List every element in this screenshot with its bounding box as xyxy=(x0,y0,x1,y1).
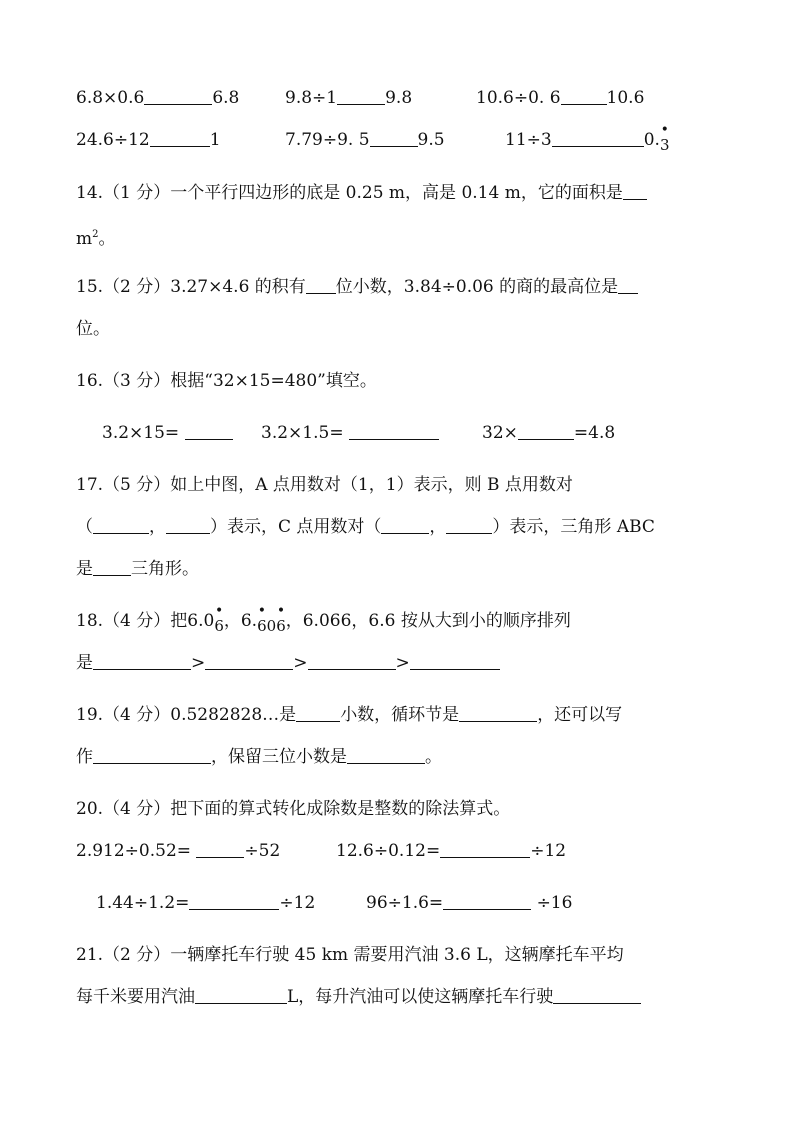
question-15-line-2 xyxy=(76,318,110,340)
greater-than: > xyxy=(191,653,206,673)
expr-2: 9.8÷1 xyxy=(285,88,338,108)
value-5: 9.5 xyxy=(417,130,445,150)
compare-row-2 xyxy=(76,129,221,151)
question-text: ）表示，三角形 ABC xyxy=(492,517,655,537)
question-18-line-2 xyxy=(76,652,500,674)
question-20-item-b xyxy=(336,840,566,862)
repeat-dot-icon: • xyxy=(257,603,266,619)
question-21 xyxy=(76,944,624,966)
question-text: 是 xyxy=(76,559,93,579)
question-text: 是 xyxy=(76,653,93,673)
answer-blank[interactable] xyxy=(446,517,492,534)
expr: 2.912÷0.52= xyxy=(76,841,192,861)
question-21-line-2 xyxy=(76,986,641,1008)
expr-4: 24.6÷12 xyxy=(76,130,150,150)
answer-blank[interactable] xyxy=(296,705,340,722)
answer-blank[interactable] xyxy=(370,130,418,147)
expr: 96÷1.6= xyxy=(366,893,444,913)
number: 0 xyxy=(266,617,277,635)
question-text: ，还可以写 xyxy=(537,705,623,725)
number: 6.0 xyxy=(187,611,215,631)
question-16-item-c xyxy=(482,422,615,444)
compare-row-2-c xyxy=(505,122,670,156)
question-text: ，保留三位小数是 xyxy=(211,747,347,767)
answer-blank[interactable] xyxy=(459,705,537,722)
question-20-item-c xyxy=(96,892,315,914)
answer-blank[interactable] xyxy=(205,653,293,670)
compare-row-1-b xyxy=(285,87,412,109)
repeat-dot-icon: • xyxy=(660,122,669,138)
answer-blank[interactable] xyxy=(185,423,233,440)
answer-blank[interactable] xyxy=(308,653,396,670)
repeating-digit: • 6 xyxy=(214,603,224,635)
question-text: 14.（1 分）一个平行四边形的底是 0.25 m，高是 0.14 m，它的面积是 xyxy=(76,183,623,203)
question-14-line-2 xyxy=(76,224,116,250)
answer-blank[interactable] xyxy=(166,517,210,534)
question-text: L，每升汽油可以使这辆摩托车行驶 xyxy=(287,987,554,1007)
answer-blank[interactable] xyxy=(440,841,530,858)
question-18 xyxy=(76,603,571,637)
repeating-digit: • 6 xyxy=(257,603,267,635)
question-14 xyxy=(76,182,647,204)
answer-blank[interactable] xyxy=(144,88,212,105)
question-17 xyxy=(76,474,573,496)
expr-5: 7.79÷9. 5 xyxy=(285,130,370,150)
repeat-dot-icon: • xyxy=(214,603,224,619)
question-20-item-d xyxy=(366,892,572,914)
value-4: 1 xyxy=(209,130,221,150)
repeating-digit: • 6 xyxy=(276,603,286,635)
unit-superscript: 2 xyxy=(92,229,99,240)
question-text: 16.（3 分）根据“32×15=480”填空。 xyxy=(76,371,377,391)
answer-blank[interactable] xyxy=(150,130,210,147)
repeating-digit: • 3 xyxy=(659,122,670,154)
expr: 3.2×15= xyxy=(102,423,180,443)
question-text: 20.（4 分）把下面的算式转化成除数是整数的除法算式。 xyxy=(76,799,511,819)
question-text: 21.（2 分）一辆摩托车行驶 45 km 需要用汽油 3.6 L，这辆摩托车平均 xyxy=(76,945,624,965)
expr: 32× xyxy=(482,423,518,443)
question-text: 位。 xyxy=(76,319,110,339)
answer-blank[interactable] xyxy=(337,88,385,105)
number: 6. xyxy=(240,611,258,631)
bracket: （ xyxy=(76,517,93,537)
expr-3: 10.6÷0. 6 xyxy=(476,88,561,108)
value-6-int: 0. xyxy=(643,130,660,150)
question-16 xyxy=(76,370,377,392)
question-text: 三角形。 xyxy=(131,559,199,579)
question-17-line-3 xyxy=(76,558,199,580)
question-text: 。 xyxy=(425,747,442,767)
punctuation: 。 xyxy=(98,229,116,249)
question-15 xyxy=(76,276,638,298)
question-text: 15.（2 分）3.27×4.6 的积有 xyxy=(76,277,306,297)
answer-blank[interactable] xyxy=(518,423,574,440)
question-16-item-b xyxy=(261,422,439,444)
answer-blank[interactable] xyxy=(93,747,211,764)
value-1: 6.8 xyxy=(212,88,240,108)
comma: ， xyxy=(429,517,447,537)
answer-blank[interactable] xyxy=(561,88,607,105)
value-3: 10.6 xyxy=(606,88,645,108)
answer-blank[interactable] xyxy=(381,517,429,534)
expr: ÷12 xyxy=(279,893,316,913)
question-text: 17.（5 分）如上中图，A 点用数对（1，1）表示，则 B 点用数对 xyxy=(76,475,573,495)
answer-blank[interactable] xyxy=(553,987,641,1004)
question-text: 小数，循环节是 xyxy=(340,705,460,725)
greater-than: > xyxy=(395,653,410,673)
expr-6: 11÷3 xyxy=(505,130,552,150)
question-19 xyxy=(76,704,622,726)
question-20-item-a xyxy=(76,840,280,862)
answer-blank[interactable] xyxy=(306,277,336,294)
answer-blank[interactable] xyxy=(623,183,647,200)
expr-1: 6.8×0.6 xyxy=(76,88,145,108)
question-text: 位小数，3.84÷0.06 的商的最高位是 xyxy=(335,277,619,297)
compare-row-1 xyxy=(76,87,239,109)
question-16-items xyxy=(102,422,233,444)
answer-blank[interactable] xyxy=(347,747,425,764)
expr: ÷12 xyxy=(530,841,567,861)
compare-row-2-b xyxy=(285,129,445,151)
question-text: 19.（4 分）0.5282828…是 xyxy=(76,705,297,725)
expr: =4.8 xyxy=(573,423,616,443)
compare-row-1-c xyxy=(476,87,644,109)
answer-blank[interactable] xyxy=(196,841,244,858)
expr: 12.6÷0.12= xyxy=(336,841,441,861)
answer-blank[interactable] xyxy=(618,277,638,294)
greater-than: > xyxy=(293,653,308,673)
question-19-line-2 xyxy=(76,746,442,768)
question-text: 18.（4 分）把 xyxy=(76,611,188,631)
answer-blank[interactable] xyxy=(93,559,131,576)
expr: ÷52 xyxy=(244,841,281,861)
answer-blank[interactable] xyxy=(349,423,439,440)
value-2: 9.8 xyxy=(385,88,413,108)
expr: 1.44÷1.2= xyxy=(96,893,190,913)
question-17-line-2 xyxy=(76,516,655,538)
question-text: ，6.066，6.6 按从大到小的顺序排列 xyxy=(285,611,571,631)
repeat-dot-icon: • xyxy=(276,603,286,619)
question-text: 作 xyxy=(76,747,93,767)
answer-blank[interactable] xyxy=(410,653,500,670)
question-text: ）表示，C 点用数对（ xyxy=(210,517,382,537)
answer-blank[interactable] xyxy=(93,653,191,670)
answer-blank[interactable] xyxy=(195,987,287,1004)
comma: ， xyxy=(149,517,166,537)
question-20 xyxy=(76,798,510,820)
comma: ， xyxy=(223,611,241,631)
answer-blank[interactable] xyxy=(93,517,149,534)
answer-blank[interactable] xyxy=(552,130,644,147)
expr: 3.2×1.5= xyxy=(261,423,344,443)
answer-blank[interactable] xyxy=(189,893,279,910)
answer-blank[interactable] xyxy=(443,893,531,910)
unit: m xyxy=(76,229,93,249)
expr: ÷16 xyxy=(536,893,573,913)
question-text: 每千米要用汽油 xyxy=(76,987,195,1007)
